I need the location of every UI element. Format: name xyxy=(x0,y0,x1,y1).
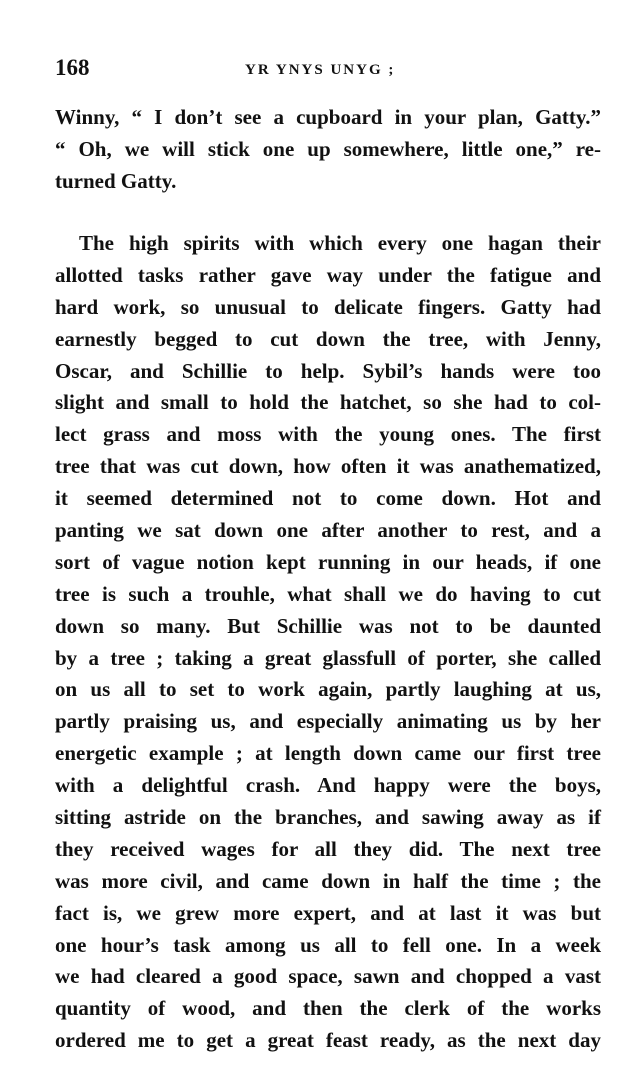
text-line: allotted tasks rather gave way under the fatigue and xyxy=(55,262,601,287)
text-line: ordered me to get a great feast ready, as the next day xyxy=(55,1028,601,1053)
text-line: sitting astride on the branches, and sawing away as if xyxy=(55,805,601,830)
page-number: 168 xyxy=(55,55,90,80)
text-line: “ Oh, we will stick one up somewhere, little one,” re- xyxy=(55,136,601,161)
page-header xyxy=(55,55,601,87)
text-line: turned Gatty. xyxy=(55,168,177,193)
text-line: tree that was cut down, how often it was anathematized, xyxy=(55,454,601,479)
text-line: by a tree ; taking a great glassfull of porter, she called xyxy=(55,645,601,670)
text-line: sort of vague notion kept running in our heads, if one xyxy=(55,549,601,574)
text-line: The high spirits with which every one hagan their xyxy=(79,231,601,255)
text-line: they received wages for all they did. The next tree xyxy=(55,836,601,861)
text-line: one hour’s task among us all to fell one. In a week xyxy=(55,932,601,957)
text-line: we had cleared a good space, sawn and chopped a vast xyxy=(55,964,601,989)
text-line: energetic example ; at length down came our first tree xyxy=(55,741,601,766)
text-line: earnestly begged to cut down the tree, with Jenny, xyxy=(55,326,601,351)
text-line: panting we sat down one after another to rest, and a xyxy=(55,518,601,543)
running-title: YR YNYS UNYG ; xyxy=(245,62,396,78)
paragraph-2 xyxy=(55,228,601,1057)
text-line: on us all to set to work again, partly laughing at us, xyxy=(55,677,601,702)
text-line: with a delightful crash. And happy were the boys, xyxy=(55,773,601,798)
text-line: fact is, we grew more expert, and at last it was but xyxy=(55,900,601,925)
text-line: it seemed determined not to come down. Hot and xyxy=(55,486,601,511)
text-line: partly praising us, and especially animating us by her xyxy=(55,709,601,734)
text-line: was more civil, and came down in half the time ; the xyxy=(55,868,601,893)
text-line: slight and small to hold the hatchet, so she had to col- xyxy=(55,390,601,415)
text-line: down so many. But Schillie was not to be daunted xyxy=(55,613,601,638)
text-line: tree is such a trouhle, what shall we do having to cut xyxy=(55,581,601,606)
text-line: Winny, “ I don’t see a cupboard in your plan, Gatty.” xyxy=(55,105,601,129)
text-line: lect grass and moss with the young ones. The first xyxy=(55,422,601,447)
text-line: Oscar, and Schillie to help. Sybil’s hands were too xyxy=(55,358,601,383)
paragraph-1 xyxy=(55,102,601,198)
text-line: quantity of wood, and then the clerk of the works xyxy=(55,996,601,1021)
text-line: hard work, so unusual to delicate fingers. Gatty had xyxy=(55,294,601,319)
